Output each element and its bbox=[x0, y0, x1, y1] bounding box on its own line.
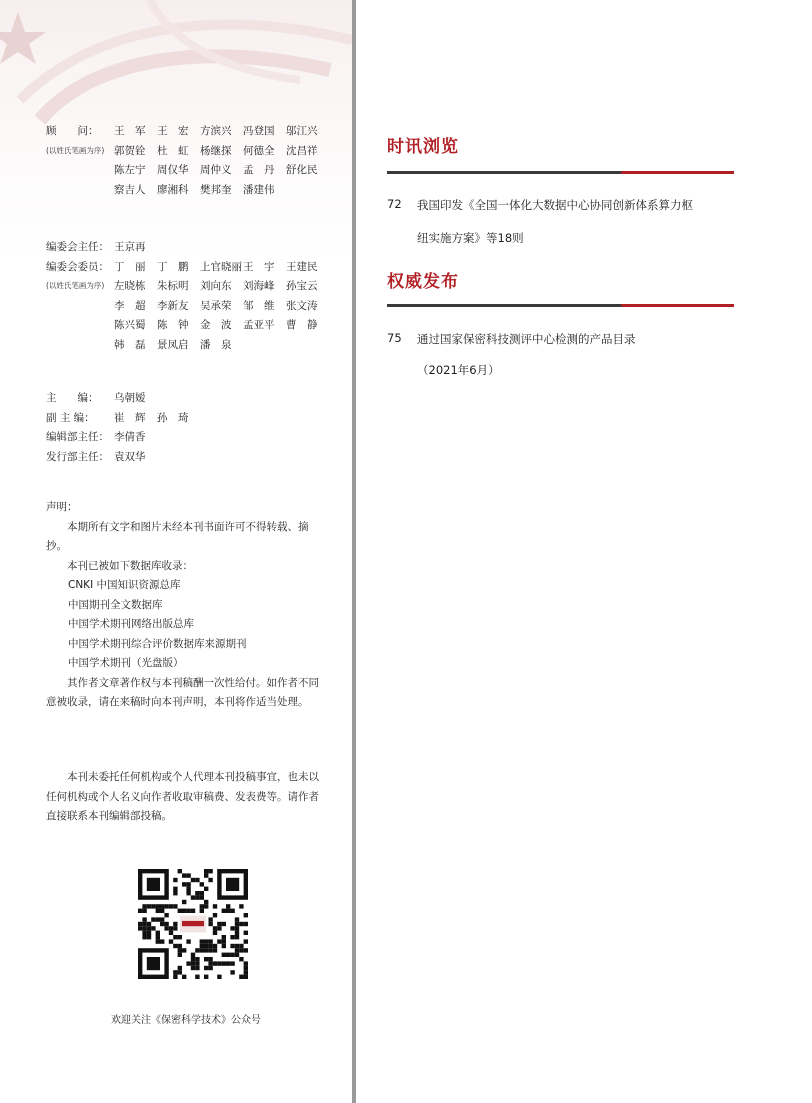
person-name: 杨继探 bbox=[200, 144, 232, 157]
statement bbox=[46, 498, 326, 713]
section-rule bbox=[387, 171, 734, 174]
person-name: 樊邦奎 bbox=[200, 183, 232, 196]
masthead-column bbox=[0, 0, 352, 1103]
person-name: 王 宏 bbox=[157, 125, 189, 137]
name-row bbox=[114, 143, 329, 158]
name-row bbox=[114, 123, 329, 138]
statement-para2: 本刊已被如下数据库收录： bbox=[67, 559, 193, 572]
person-name: 左晓栋 bbox=[114, 280, 146, 292]
section-rule-accent bbox=[621, 171, 734, 174]
person-name: 朱标明 bbox=[157, 280, 189, 292]
person-name: 张文涛 bbox=[286, 299, 318, 312]
person-name: 李 超 bbox=[114, 299, 146, 312]
toc-entry-title-line2: 纽实施方案》等18则 bbox=[417, 231, 524, 245]
person-name: 韩 磊 bbox=[114, 338, 146, 351]
statement-para1: 本期所有文字和图片未经本刊书面许可不得转载、摘抄。 bbox=[46, 520, 309, 552]
person-name: 冯登国 bbox=[243, 125, 275, 137]
person-name: 邹 维 bbox=[243, 299, 275, 312]
person-name: 李倩香 bbox=[114, 431, 146, 443]
name-row bbox=[114, 162, 329, 177]
toc-entry-title: 我国印发《全国一体化大数据中心协同创新体系算力枢 bbox=[417, 198, 693, 212]
name-row bbox=[114, 429, 157, 444]
qr-code bbox=[131, 862, 255, 986]
order-note: (以姓氏笔画为序) bbox=[46, 145, 105, 155]
person-name: 王 军 bbox=[114, 125, 146, 137]
person-name: 廖湘科 bbox=[157, 183, 189, 196]
person-name: 孟亚平 bbox=[243, 319, 275, 331]
name-row bbox=[114, 278, 329, 293]
section-title-release: 权威发布 bbox=[387, 272, 459, 292]
person-name: 潘 泉 bbox=[200, 338, 232, 351]
database-item: 中国学术期刊（光盘版） bbox=[68, 657, 184, 669]
submission-notice: 本刊未委托任何机构或个人代理本刊投稿事宜，也未以任何机构或个人名义向作者收取审稿费、发表费等。请作者直接联系本刊编辑部投稿。 bbox=[46, 771, 319, 822]
section-rule-accent bbox=[621, 304, 734, 307]
person-name: 周仅华 bbox=[157, 164, 189, 176]
committee-members-label: 编委会委员： bbox=[46, 260, 109, 273]
person-name: 孙 琦 bbox=[157, 411, 189, 424]
person-name: 王 宇 bbox=[243, 260, 275, 273]
person-name: 刘海峰 bbox=[243, 280, 275, 292]
name-row bbox=[114, 337, 243, 352]
statement-heading: 声明： bbox=[46, 501, 78, 513]
name-row bbox=[114, 410, 200, 425]
person-name: 郭贺铨 bbox=[114, 144, 146, 157]
person-name: 上官晓丽 bbox=[200, 260, 242, 273]
qr-code-icon bbox=[131, 862, 255, 986]
database-item: 中国学术期刊网络出版总库 bbox=[68, 618, 194, 630]
person-name: 曹 静 bbox=[286, 319, 318, 331]
person-name: 吴承荣 bbox=[200, 299, 232, 312]
person-name: 袁双华 bbox=[114, 450, 146, 463]
person-name: 邬江兴 bbox=[286, 125, 318, 137]
toc-page-number: 75 bbox=[387, 331, 402, 345]
database-item: 中国学术期刊综合评价数据库来源期刊 bbox=[68, 637, 247, 650]
person-name: 景凤启 bbox=[157, 338, 189, 351]
person-name: 王建民 bbox=[286, 260, 318, 273]
person-name: 刘向东 bbox=[200, 280, 232, 292]
committee-chair-label: 编委会主任： bbox=[46, 241, 109, 253]
person-name: 丁 丽 bbox=[114, 260, 146, 273]
person-name: 陈兴蜀 bbox=[114, 319, 146, 331]
toc-entry-title-line2: （2021年6月） bbox=[417, 363, 500, 377]
editor-role-label: 编辑部主任： bbox=[46, 431, 109, 443]
person-name: 何德全 bbox=[243, 144, 275, 157]
editor-role-label: 发行部主任： bbox=[46, 450, 109, 463]
committee-chair-name: 王京再 bbox=[114, 241, 146, 253]
name-row bbox=[114, 182, 286, 197]
person-name: 金 波 bbox=[200, 319, 232, 331]
person-name: 潘建伟 bbox=[243, 183, 275, 196]
database-item: 中国期刊全文数据库 bbox=[68, 598, 163, 611]
person-name: 察吉人 bbox=[114, 183, 146, 196]
person-name: 孙宝云 bbox=[286, 280, 318, 292]
person-name: 李新友 bbox=[157, 299, 189, 312]
person-name: 乌朝嫒 bbox=[114, 392, 146, 404]
star-emblem-watermark bbox=[0, 0, 352, 130]
person-name: 崔 辉 bbox=[114, 411, 146, 424]
section-title-news: 时讯浏览 bbox=[387, 137, 459, 157]
person-name: 方滨兴 bbox=[200, 125, 232, 137]
person-name: 陈 钟 bbox=[157, 319, 189, 331]
order-note: (以姓氏笔画为序) bbox=[46, 281, 105, 290]
name-row bbox=[114, 298, 329, 313]
person-name: 沈昌祥 bbox=[286, 144, 318, 157]
column-divider bbox=[352, 0, 356, 1103]
section-rule bbox=[387, 304, 734, 307]
name-row bbox=[114, 449, 157, 464]
statement-para3: 其作者文章著作权与本刊稿酬一次性给付。如作者不同意被收录，请在来稿时向本刊声明，本刊将作适当处理。 bbox=[46, 676, 319, 708]
person-name: 丁 鹏 bbox=[157, 260, 189, 273]
person-name: 周仲义 bbox=[200, 164, 232, 176]
person-name: 舒化民 bbox=[286, 164, 318, 176]
person-name: 孟 丹 bbox=[243, 164, 275, 176]
name-row bbox=[114, 259, 329, 274]
editor-role-label: 副 主 编： bbox=[46, 411, 95, 424]
name-row bbox=[114, 317, 329, 332]
advisers-label: 顾 问： bbox=[46, 125, 99, 137]
editor-role-label: 主 编： bbox=[46, 392, 99, 404]
database-item: CNKI 中国知识资源总库 bbox=[68, 579, 181, 591]
name-row bbox=[114, 390, 157, 405]
qr-caption: 欢迎关注《保密科学技术》公众号 bbox=[111, 1015, 261, 1026]
toc-entry-title: 通过国家保密科技测评中心检测的产品目录 bbox=[417, 332, 636, 346]
person-name: 陈左宁 bbox=[114, 164, 146, 176]
toc-page-number: 72 bbox=[387, 197, 402, 211]
person-name: 杜 虹 bbox=[157, 144, 189, 157]
